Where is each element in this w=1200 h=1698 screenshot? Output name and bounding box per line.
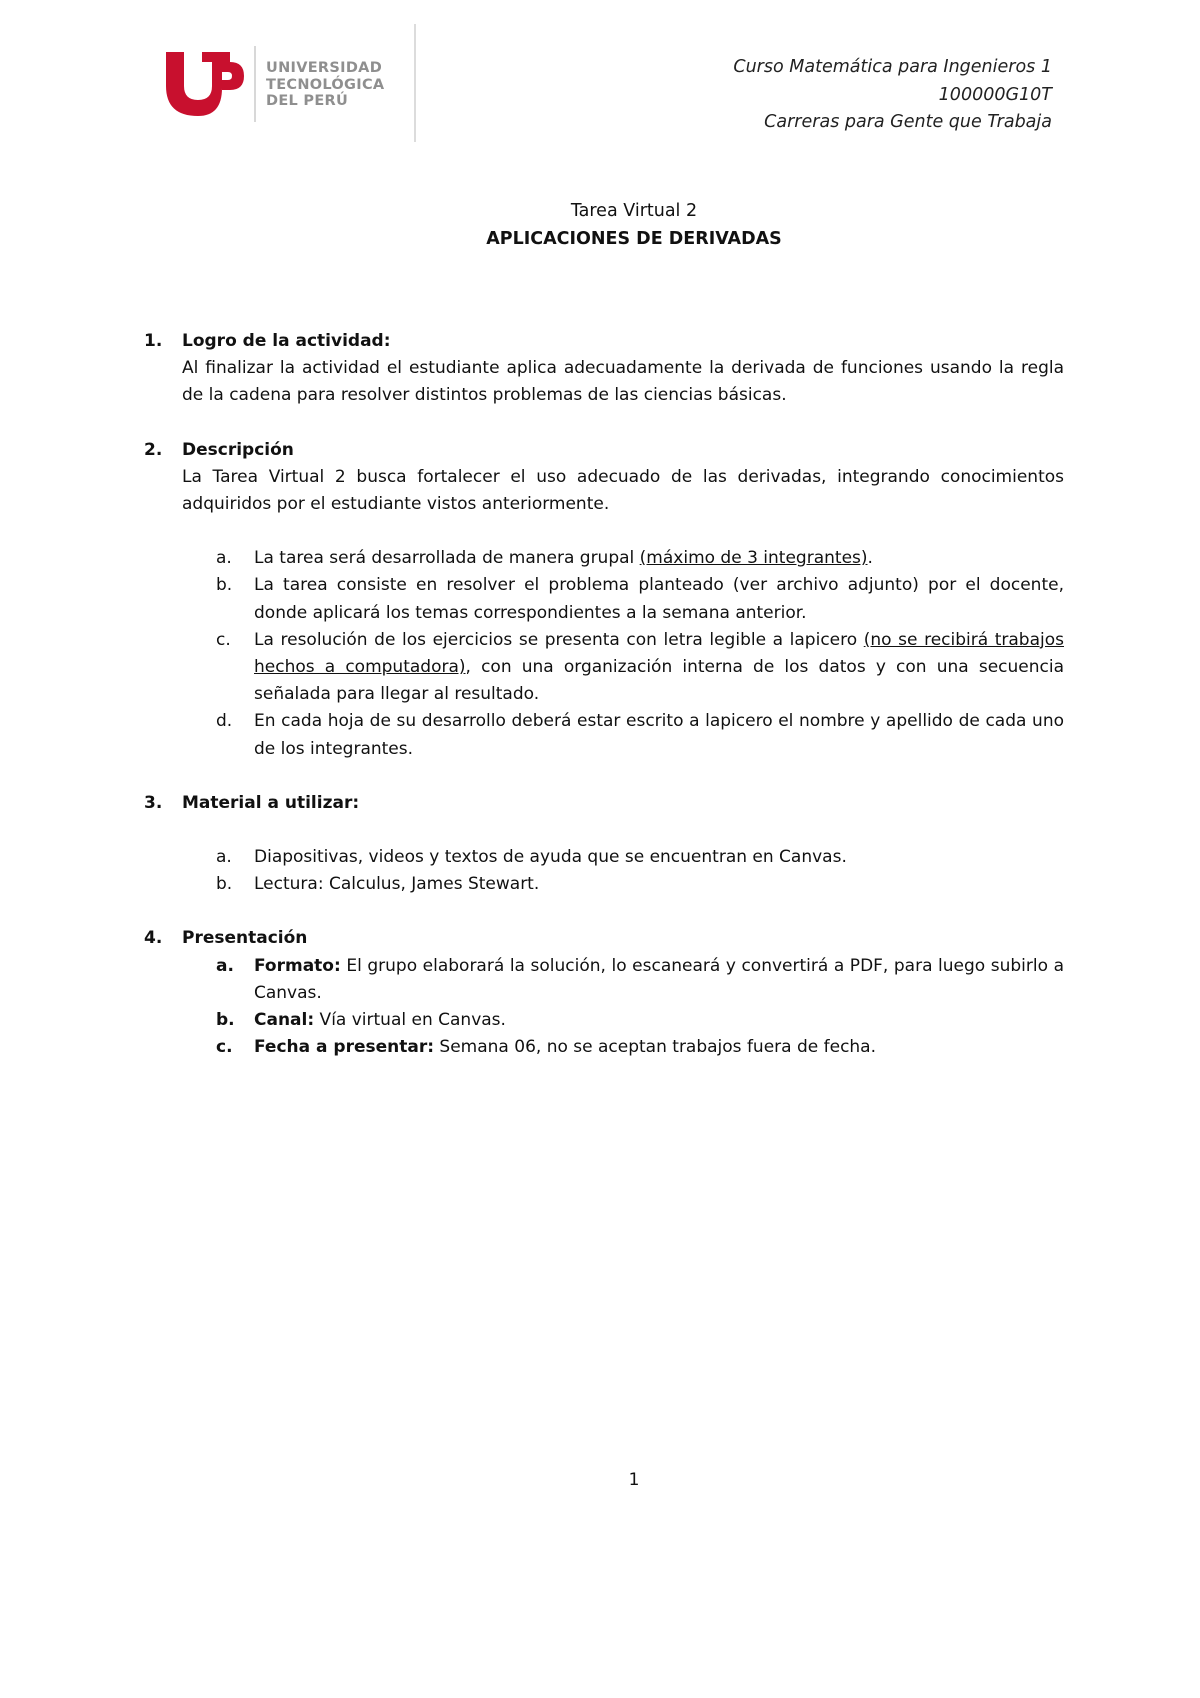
list-item xyxy=(216,871,1064,898)
list-item-text: La tarea será desarrollada de manera grupal xyxy=(254,548,640,569)
list-item xyxy=(216,572,1064,626)
section-presentacion xyxy=(144,925,1064,1061)
utp-logo xyxy=(160,44,420,144)
list-item-label: Fecha a presentar: xyxy=(254,1037,435,1058)
list-item-letter: b. xyxy=(216,1010,235,1031)
list-item xyxy=(216,953,1064,1007)
logo-divider xyxy=(254,46,256,122)
section-logro xyxy=(144,328,1064,410)
document-body xyxy=(144,328,1064,1088)
logo-university-name xyxy=(266,60,384,110)
section-number: 2. xyxy=(144,439,163,460)
section-list xyxy=(144,844,1064,898)
section-descripcion xyxy=(144,437,1064,763)
section-number: 3. xyxy=(144,792,163,813)
underlined-text: (no se recibirá trabajos hechos a computadora) xyxy=(254,629,1064,678)
section-title: Descripción xyxy=(182,439,294,460)
section-title: Logro de la actividad: xyxy=(182,331,391,351)
list-item xyxy=(216,1034,1064,1061)
list-item-label: Formato: xyxy=(254,955,341,976)
list-item-text: Semana 06, no se aceptan trabajos fuera de fecha. xyxy=(434,1037,877,1058)
page-number: 1 xyxy=(628,1470,640,1490)
list-item-text-end: . xyxy=(867,548,873,569)
document-title xyxy=(0,198,1200,253)
header-course-info xyxy=(733,54,1052,137)
section-text: La Tarea Virtual 2 busca fortalecer el uso adecuado de las derivadas, integrando conocimientos adquiridos por el estudiante vistos anteriormente. xyxy=(182,466,1064,515)
list-item-text: En cada hoja de su desarrollo deberá estar escrito a lapicero el nombre y apellido de cada uno de los integrantes. xyxy=(254,711,1064,759)
logo-name-line-3: DEL PERÚ xyxy=(266,93,349,109)
list-item-text: Vía virtual en Canvas. xyxy=(314,1010,506,1031)
course-name: Curso Matemática para Ingenieros 1 xyxy=(733,57,1052,77)
list-item-text: La resolución de los ejercicios se presenta con letra legible a lapicero xyxy=(254,629,864,650)
utp-logo-mark-icon xyxy=(160,46,244,122)
section-title: Presentación xyxy=(182,928,308,949)
header-divider xyxy=(414,24,416,142)
list-item xyxy=(216,545,1064,572)
list-item-text: Diapositivas, videos y textos de ayuda que se encuentran en Canvas. xyxy=(254,847,847,868)
list-item xyxy=(216,708,1064,762)
list-item-letter: d. xyxy=(216,711,233,732)
list-item-label: Canal: xyxy=(254,1010,315,1031)
section-text: Al finalizar la actividad el estudiante aplica adecuadamente la derivada de funciones usando la regla de la cadena para resolver distintos problemas de las ciencias básicas. xyxy=(182,358,1064,406)
list-item-text: La tarea consiste en resolver el problema planteado (ver archivo adjunto) por el docente, donde aplicará los temas correspondientes a la semana anterior. xyxy=(254,575,1064,623)
list-item-letter: b. xyxy=(216,575,233,596)
section-material xyxy=(144,790,1064,899)
list-item xyxy=(216,627,1064,709)
list-item-text: El grupo elaborará la solución, lo escaneará y convertirá a PDF, para luego subirlo a Canvas. xyxy=(254,955,1064,1003)
section-number: 4. xyxy=(144,928,163,949)
program-name: Carreras para Gente que Trabaja xyxy=(764,112,1052,132)
underlined-text: (máximo de 3 integrantes) xyxy=(639,548,868,569)
list-item-text-end: , con una organización interna de los datos y con una secuencia señalada para llegar al resultado. xyxy=(254,657,1064,705)
section-number: 1. xyxy=(144,331,163,351)
section-title: Material a utilizar: xyxy=(182,792,360,813)
logo-name-line-1: UNIVERSIDAD xyxy=(266,60,383,76)
list-item xyxy=(216,1007,1064,1034)
section-list xyxy=(144,953,1064,1062)
section-list xyxy=(144,545,1064,763)
list-item-letter: a. xyxy=(216,548,232,569)
title-line-2: APLICACIONES DE DERIVADAS xyxy=(486,228,782,249)
list-item-letter: a. xyxy=(216,847,232,868)
title-line-1: Tarea Virtual 2 xyxy=(570,201,698,221)
course-code: 100000G10T xyxy=(938,84,1052,105)
logo-name-line-2: TECNOLÓGICA xyxy=(266,76,385,93)
list-item xyxy=(216,844,1064,871)
list-item-letter: a. xyxy=(216,955,234,976)
list-item-letter: b. xyxy=(216,874,233,895)
list-item-letter: c. xyxy=(216,1037,233,1058)
list-item-letter: c. xyxy=(216,629,231,650)
list-item-text: Lectura: Calculus, James Stewart. xyxy=(254,874,540,895)
